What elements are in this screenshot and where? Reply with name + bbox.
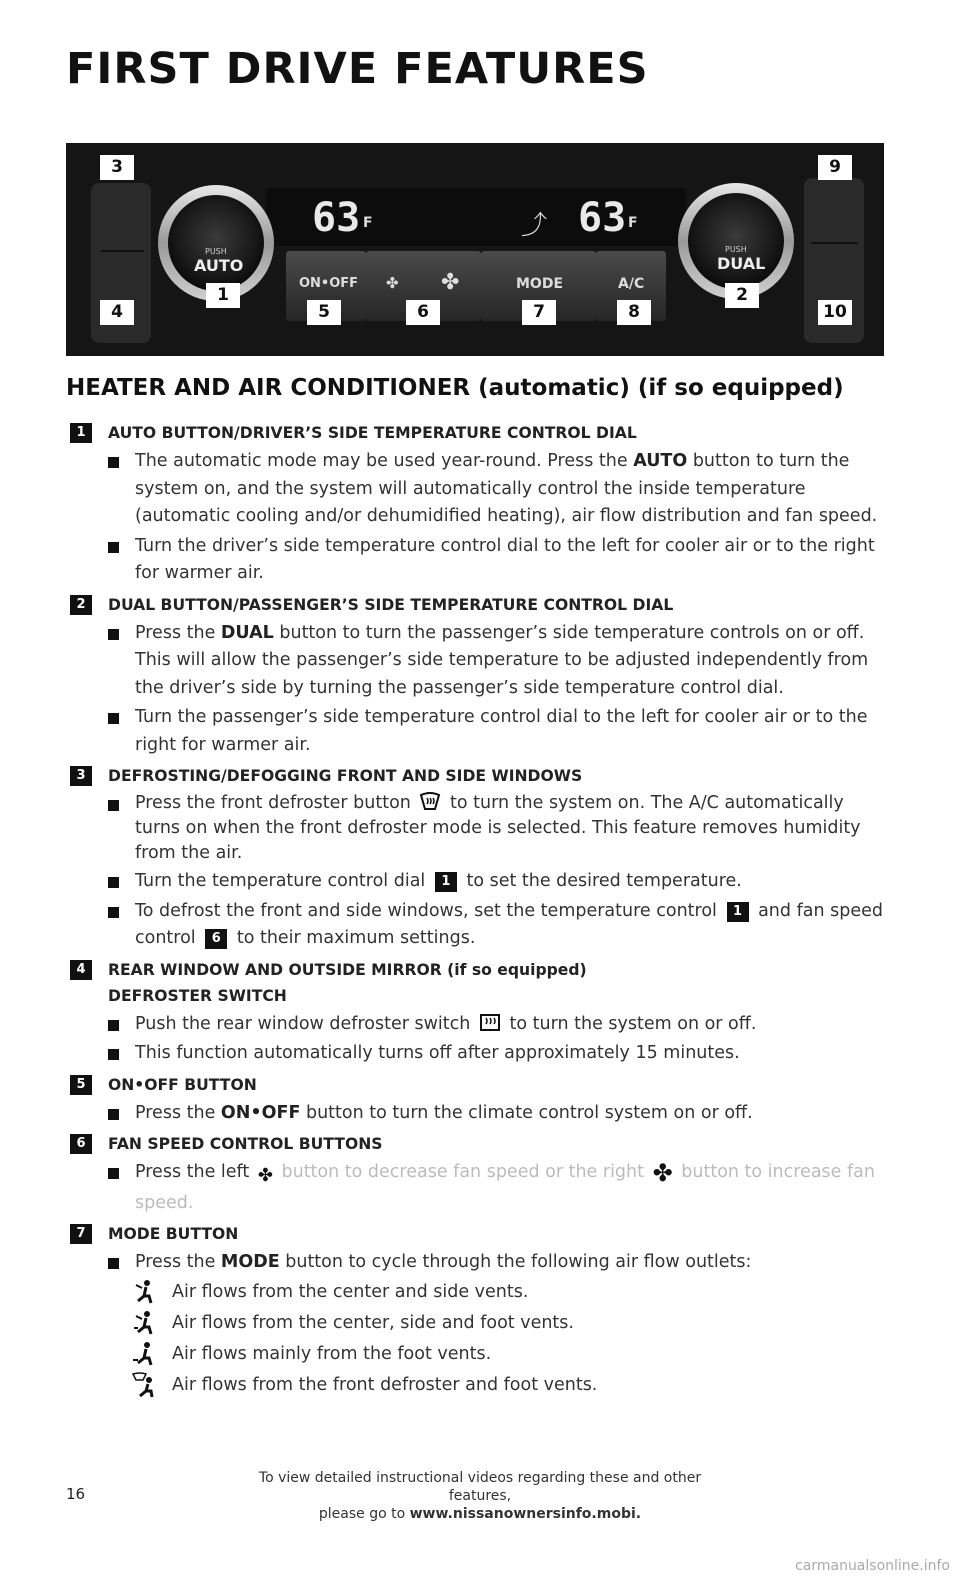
callout-1: 1: [206, 283, 240, 308]
item-number-badge: 1: [70, 423, 92, 443]
fan-high-icon[interactable]: ✤: [441, 270, 460, 295]
callout-4: 4: [100, 300, 134, 325]
right-temp-unit: F: [628, 215, 638, 231]
rear-defroster-icon: [479, 1013, 501, 1033]
mode-vent-line: Air flows from the center and side vents.: [66, 1277, 886, 1308]
fan-high-icon: ✤: [652, 1159, 673, 1187]
item-4-heading: [66, 957, 886, 1009]
item-title: AUTO BUTTON/DRIVER’S SIDE TEMPERATURE CONTROL DIAL: [108, 424, 637, 442]
item-title: FAN SPEED CONTROL BUTTONS: [108, 1135, 383, 1153]
left-temp-readout: 63: [312, 195, 361, 241]
bilevel-mode-icon: [132, 1310, 156, 1336]
item-number-badge: 2: [70, 595, 92, 615]
item-title: MODE BUTTON: [108, 1225, 239, 1243]
ac-button-label[interactable]: A/C: [618, 276, 645, 292]
vent-mode-icon: [132, 1279, 156, 1305]
footer-link[interactable]: www.nissanownersinfo.mobi.: [409, 1506, 642, 1522]
footer-note: To view detailed instructional videos regarding these and other features, please go to www.nissanownersinfo.mobi.: [258, 1470, 702, 1522]
section-heading: HEATER AND AIR CONDITIONER (automatic) (if so equipped): [66, 375, 844, 401]
mode-button-label[interactable]: MODE: [516, 276, 564, 292]
auto-dial-push-label: PUSH: [205, 247, 227, 256]
item-6-heading: [66, 1131, 886, 1157]
left-temp-unit: F: [363, 215, 373, 231]
item-title: ON•OFF BUTTON: [108, 1075, 257, 1094]
dual-dial-label[interactable]: DUAL: [717, 254, 766, 273]
item-number-badge: 5: [70, 1075, 92, 1095]
item-title: DUAL BUTTON/PASSENGER’S SIDE TEMPERATURE CONTROL DIAL: [108, 595, 674, 614]
page-number: 16: [66, 1485, 86, 1503]
bullet-item: Press the front defroster button to turn the system on. The A/C automatically turns on when the front defroster mode is selected. This feature removes humidity from the air.: [66, 791, 886, 866]
item-7-heading: [66, 1221, 886, 1247]
bullet-item: Press the ON•OFF button to turn the climate control system on or off.: [66, 1100, 886, 1128]
page-title: FIRST DRIVE FEATURES: [66, 44, 649, 94]
bullet-item: To defrost the front and side windows, set the temperature control 1 and fan speed control 6 to their maximum settings.: [66, 898, 886, 953]
watermark: carmanualsonline.info: [795, 1558, 950, 1574]
item-3-heading: [66, 763, 886, 789]
callout-7: 7: [522, 300, 556, 325]
item-number-badge: 4: [70, 960, 92, 980]
callout-2: 2: [725, 283, 759, 308]
bullet-item: Turn the passenger’s side temperature control dial to the left for cooler air or to the right for warmer air.: [66, 704, 886, 759]
item-number-badge: 3: [70, 766, 92, 786]
item-number-badge: 6: [70, 1134, 92, 1154]
foot-mode-icon: [132, 1341, 156, 1367]
item-title: REAR WINDOW AND OUTSIDE MIRROR (if so equipped): [108, 960, 587, 979]
instructions-list: [66, 420, 886, 1401]
callout-8: 8: [617, 300, 651, 325]
callout-9: 9: [818, 155, 852, 180]
bullet-item: Turn the driver’s side temperature control dial to the left for cooler air or to the right for warmer air.: [66, 533, 886, 588]
item-5-heading: [66, 1072, 886, 1098]
bullet-item: The automatic mode may be used year-round. Press the AUTO button to turn the system on, and the system will automatically control the inside temperature (automatic cooling and/or dehumidified heating), air flow distribution and fan speed.: [66, 448, 886, 531]
bullet-item: Press the MODE button to cycle through the following air flow outlets:: [66, 1249, 886, 1277]
callout-5: 5: [307, 300, 341, 325]
callout-6: 6: [406, 300, 440, 325]
front-defroster-icon: [419, 792, 441, 812]
bullet-item: This function automatically turns off after approximately 15 minutes.: [66, 1040, 886, 1068]
reference-badge: 1: [727, 902, 749, 922]
mode-foot-line: Air flows mainly from the foot vents.: [66, 1339, 886, 1370]
bullet-item: Press the left ✤ button to decrease fan speed or the right ✤ button to increase fan speed.: [66, 1159, 886, 1217]
right-temp-readout: 63: [578, 195, 627, 241]
bullet-item: Turn the temperature control dial 1 to set the desired temperature.: [66, 868, 886, 896]
callout-3: 3: [100, 155, 134, 180]
climate-panel-photo: [66, 143, 884, 356]
bullet-item: Press the DUAL button to turn the passenger’s side temperature controls on or off. This will allow the passenger’s side temperature to be adjusted independently from the driver’s side by turning the passenger’s side temperature control dial.: [66, 620, 886, 703]
mode-bilevel-line: Air flows from the center, side and foot vents.: [66, 1308, 886, 1339]
auto-dial-label[interactable]: AUTO: [194, 256, 244, 275]
reference-badge: 1: [435, 872, 457, 892]
fan-low-icon: ✤: [257, 1165, 273, 1186]
airflow-indicator-icon: ⤴: [521, 211, 548, 241]
callout-10: 10: [818, 300, 852, 325]
reference-badge: 6: [205, 929, 227, 949]
onoff-button-label[interactable]: ON•OFF: [299, 276, 359, 291]
item-title-line2: DEFROSTER SWITCH: [108, 986, 287, 1005]
dual-dial-push-label: PUSH: [725, 245, 747, 254]
item-1-heading: [66, 420, 886, 446]
fan-low-icon[interactable]: ✤: [386, 274, 399, 292]
item-title: DEFROSTING/DEFOGGING FRONT AND SIDE WINDOWS: [108, 767, 583, 785]
bullet-item: Push the rear window defroster switch to turn the system on or off.: [66, 1011, 886, 1039]
item-2-heading: [66, 592, 886, 618]
defrost-foot-mode-icon: [132, 1372, 156, 1398]
mode-defrost-foot-line: Air flows from the front defroster and foot vents.: [66, 1370, 886, 1401]
item-number-badge: 7: [70, 1224, 92, 1244]
